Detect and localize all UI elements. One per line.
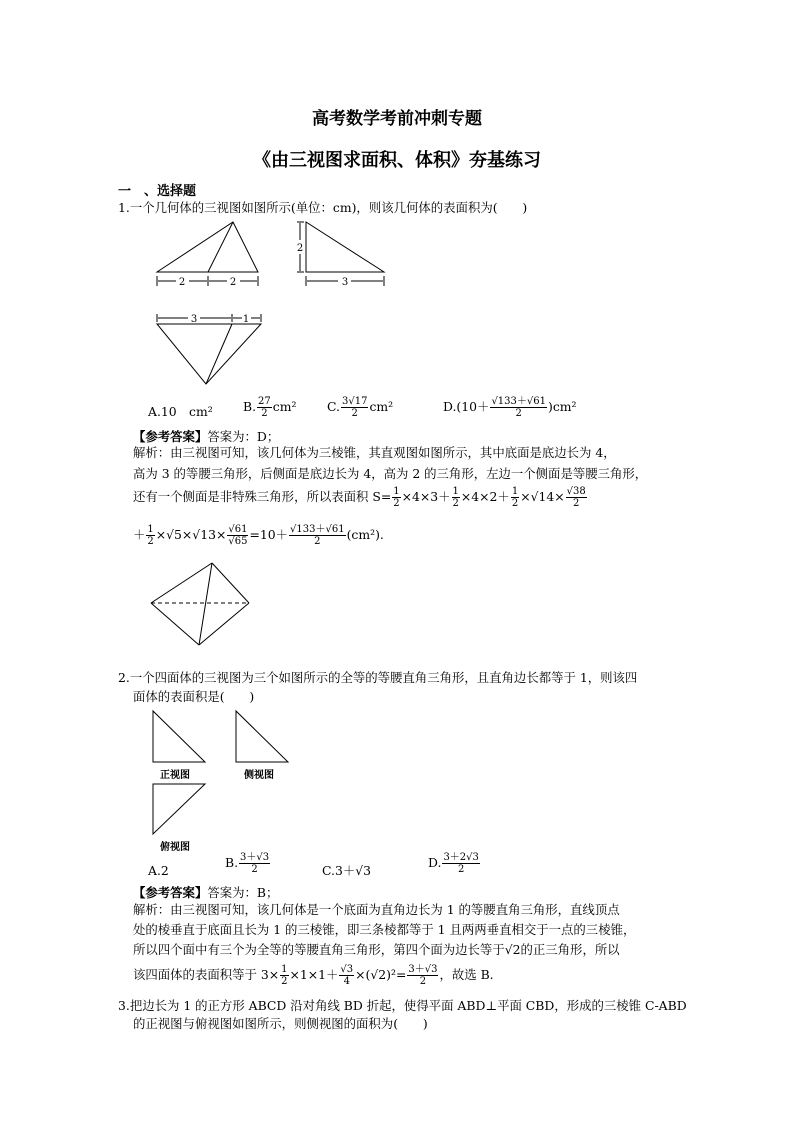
q1-option-d[interactable]: D.(10＋ $\frac{√133+√61}{2}$ )cm² (443, 396, 577, 419)
page-subtitle: 《由三视图求面积、体积》夯基练习 (253, 150, 541, 171)
q1-dim-side-w: 3 (341, 277, 349, 288)
q1-dim-front-left: 2 (178, 277, 186, 288)
q2-front-view (153, 711, 205, 762)
q1-perspective (151, 563, 249, 645)
q2-option-b[interactable]: B. $\frac{3+√3}{2}$ (225, 852, 270, 875)
q2-caption-front: 正视图 (160, 770, 190, 781)
q2-exp-line3: 所以四个面中有三个为全等的等腰直角三角形，第四个面为边长等于√2的正三角形，所以 (133, 942, 620, 957)
section-heading: 一 、选择题 (118, 184, 197, 199)
q1-dim-side-h: 2 (296, 243, 304, 254)
q1-stem: 1.一个几何体的三视图如图所示(单位：cm)，则该几何体的表面积为( ) (118, 200, 528, 215)
q1-exp-line4: ＋ $\frac{1}{2}$ ×√5×√13× $\frac{√61}{√65}$ =10＋ $\frac{√133+√61}{2}$ (cm²). (133, 524, 384, 547)
q2-stem-line1: 2.一个四面体的三视图为三个如图所示的全等的等腰直角三角形，且直角边长都等于 1，则该四 (118, 670, 638, 685)
page-title: 高考数学考前冲刺专题 (312, 109, 482, 129)
q2-exp-line1: 解析：由三视图可知，该几何体是一个底面为直角边长为 1 的等腰直角三角形，直线顶点 (133, 902, 620, 917)
q2-caption-side: 侧视图 (244, 770, 274, 781)
q1-exp-line3: 还有一个侧面是非特殊三角形，所以表面积 S= $\frac{1}{2}$ ×4×3＋ $\frac{1}{2}$ ×4×2＋ $\frac{1}{2}$ ×√14× $\frac{√38}{2}$ (133, 486, 586, 509)
q1-option-a[interactable]: A.10 cm² (148, 404, 213, 419)
q1-exp-line1: 解析：由三视图可知，该几何体为三棱锥，其直观图如图所示，其中底面是底边长为 4， (133, 445, 616, 460)
q3-stem-line2: 的正视图与俯视图如图所示，则侧视图的面积为( ) (133, 1016, 428, 1031)
q2-option-a[interactable]: A.2 (148, 863, 169, 878)
q2-top-view (153, 784, 205, 834)
q2-exp-line2: 处的棱垂直于底面且长为 1 的三棱锥，即三条棱都等于 1 且两两垂直相交于一点的三棱锥， (133, 922, 636, 937)
q1-dim-top-a: 3 (190, 314, 198, 325)
q1-dim-top-b: 1 (242, 314, 250, 325)
q2-option-d[interactable]: D. $\frac{3+2√3}{2}$ (428, 852, 479, 875)
q3-stem-line1: 3.把边长为 1 的正方形 ABCD 沿对角线 BD 折起，使得平面 ABD⊥平面 CBD，形成的三棱锥 C-ABD (118, 998, 687, 1013)
q1-dim-front-right: 2 (229, 277, 237, 288)
q2-caption-top: 俯视图 (160, 842, 190, 853)
q1-front-view (157, 222, 258, 286)
q2-stem-line2: 面体的表面积是( ) (133, 689, 255, 704)
q2-exp-line4: 该四面体的表面积等于 3× $\frac{1}{2}$ ×1×1＋ $\frac{√3}{4}$ ×(√2)²= $\frac{3+√3}{2}$ ，故选 B. (133, 964, 494, 987)
q2-answer: 【参考答案】答案为：B； (133, 885, 279, 900)
q1-option-c[interactable]: C. $\frac{3√17}{2}$ cm² (327, 396, 394, 419)
q1-exp-line2: 高为 3 的等腰三角形，后侧面是底边长为 4，高为 2 的三角形，左边一个侧面是等腰三角形， (133, 466, 648, 481)
q2-side-view (236, 711, 288, 762)
q2-option-c[interactable]: C.3＋√3 (322, 863, 372, 878)
q1-side-view (297, 222, 384, 286)
q1-option-b[interactable]: B. $\frac{27}{2}$ cm² (243, 396, 297, 419)
q1-answer: 【参考答案】答案为：D； (133, 429, 280, 444)
